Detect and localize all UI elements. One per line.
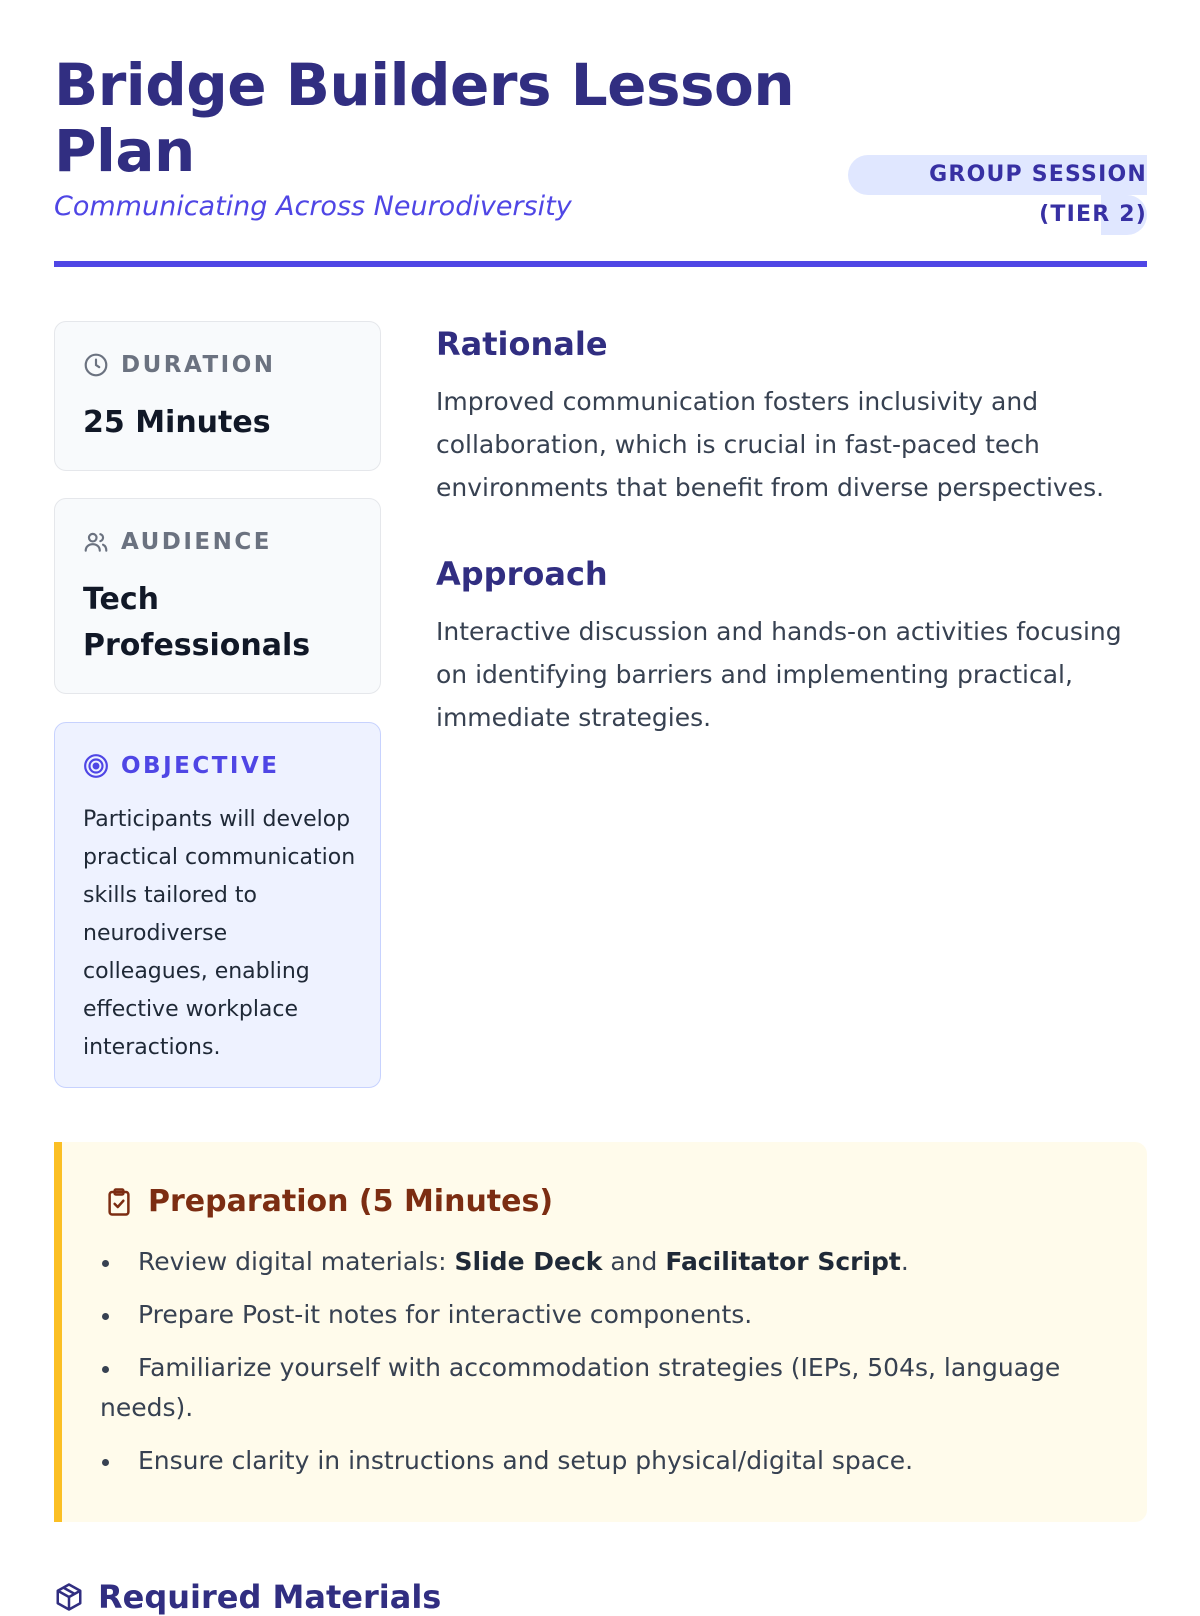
- item-text-joiner: and: [602, 1247, 666, 1276]
- rationale-section: [436, 322, 1147, 509]
- preparation-box: [54, 1142, 1147, 1522]
- required-materials-title: Required Materials: [98, 1578, 442, 1616]
- audience-value: Tech Professionals: [83, 582, 311, 663]
- objective-label: OBJECTIVE: [121, 753, 280, 779]
- list-item: Ensure clarity in instructions and setup physical/digital space.: [100, 1441, 1100, 1481]
- rationale-text: Improved communication fosters inclusivity and collaboration, which is crucial in fast-paced tech environments that benefit from diverse perspectives.: [436, 387, 1105, 502]
- package-icon: [54, 1582, 84, 1612]
- clock-icon: [83, 352, 109, 378]
- objective-label-row: [83, 753, 280, 779]
- duration-card: [54, 321, 381, 471]
- required-materials-heading: [54, 1578, 441, 1616]
- preparation-list: [100, 1242, 1100, 1494]
- item-text: Review digital materials:: [138, 1247, 455, 1276]
- list-item: Prepare Post-it notes for interactive components.: [100, 1295, 1100, 1335]
- approach-text: Interactive discussion and hands-on activities focusing on identifying barriers and implementing practical, immediate strategies.: [436, 617, 1122, 732]
- page-title: Bridge Builders Lesson Plan: [54, 51, 795, 185]
- duration-label: DURATION: [121, 352, 276, 378]
- objective-card: [54, 722, 381, 1088]
- facilitator-script-text: Facilitator Script: [665, 1247, 901, 1276]
- list-item: Familiarize yourself with accommodation strategies (IEPs, 504s, language needs).: [100, 1348, 1100, 1428]
- clipboard-check-icon: [104, 1187, 134, 1217]
- preparation-title: Preparation (5 Minutes): [148, 1184, 554, 1219]
- lesson-plan-page: [54, 0, 1147, 1616]
- slide-deck-text: Slide Deck: [454, 1247, 603, 1276]
- duration-value: 25 Minutes: [83, 405, 271, 440]
- session-type-badge: [848, 155, 1147, 235]
- audience-card: [54, 498, 381, 694]
- list-item: [100, 1242, 1100, 1282]
- preparation-title-row: [104, 1184, 553, 1219]
- rationale-heading: Rationale: [436, 325, 608, 363]
- duration-label-row: [83, 352, 276, 378]
- item-text-end: .: [900, 1247, 909, 1276]
- objective-text: Participants will develop practical communication skills tailored to neurodiverse colleagues, enabling effective workplace interactions.: [83, 807, 356, 1060]
- page-subtitle: Communicating Across Neurodiversity: [54, 191, 572, 222]
- users-icon: [83, 529, 109, 555]
- badge-label: GROUP SESSION (TIER 2): [929, 162, 1147, 227]
- approach-heading: Approach: [436, 555, 608, 593]
- audience-label-row: [83, 529, 272, 555]
- target-icon: [83, 753, 109, 779]
- header-divider: [54, 261, 1147, 267]
- approach-section: [436, 552, 1147, 739]
- audience-label: AUDIENCE: [121, 529, 272, 555]
